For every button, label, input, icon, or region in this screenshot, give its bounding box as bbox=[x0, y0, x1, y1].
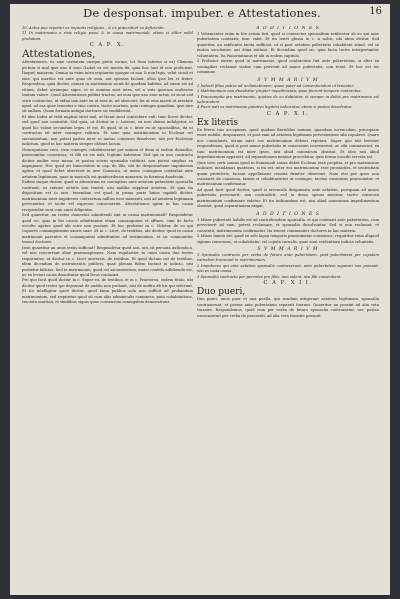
chapter-text bbox=[22, 49, 193, 60]
intro-word: Duo pueri, bbox=[197, 287, 246, 298]
right-column bbox=[197, 26, 379, 594]
chapter-heading: C A P. X I I. bbox=[263, 280, 313, 287]
chapter-text bbox=[197, 287, 379, 297]
summary-item: 1 Inducit filius potius ad reclamationem, quam pater ad consentiendum ut teneatur. bbox=[197, 83, 355, 88]
chapter-heading: C A P. X I. bbox=[266, 110, 310, 117]
additiones-heading: A D D I T I O N E S bbox=[256, 26, 320, 31]
chapter-text: Nuncupatione vero, cum coniuges cohabitaverint per annum et diem in eodem domicilio, praesumitur consensus; et filii ex eis nati, legitimi habentur. Sed qui in uno contractu dicitur mulier esse minor, et postea sciens sponsalia ratificat, non potest amplius ea impugnare. Hoc quod ait Innocentius in cap. de illis, ubi de desponsatione impuberum agitur, et quod debet observari in iure Canonico, ut nemo coniugium contrahat ante aetatem legitimam, quae in masculo est quatuordecim annorum, in foemina duodecim. bbox=[22, 147, 193, 179]
addition-text: 2 Probatur autem quod in matrimonio, quod contractum fuit ante pubertatem, si alter ex coniugibus reclamat statim cum pervenit ad annos pubertatis, non tenet. Et hoc est ius commune. bbox=[197, 59, 379, 75]
chapter-text: Sed quaeritur, an testes domestici admittendi sint in causa matrimoniali? Respondetur quod sic, quia in his causis admittuntur etiam consanguinei et affines, cum de facto occulto agatur, quod alii scire non possunt. Et hoc probatur in c. Videtur, de eo qui cognovit consanguineam uxoris suae. Et in c. Licet, de testibus, ubi dicitur, quod in causa matrimonii parentes et consanguinei admittuntur ad testimonium, et sic communiter tenent doctores. bbox=[22, 213, 193, 245]
chapter-text: Eadem itaque dicitur, quod si alterutrum ex coniugibus ante aetatem pubertatis sponsalia contraxit, ea ratione aetatis non tenent, nisi malitia suppleat aetatem. Et quia ita dispositum est in iure, tenendum est quod in prima parte huius capituli dicitur, matrimonium inter impuberes contractum nullius esse momenti, nisi ad aetatem legitimam pervenerint, et tacite vel expresse consenserint. Attestationes igitur in hac causa recipiendae sunt cum omni diligentia. bbox=[22, 180, 193, 212]
side-note: 11 In matrimonio a rivis religio posui & in causa matrimoniali, etiam si aliter nobil probatum. bbox=[22, 31, 193, 41]
chapter-text: Pro quo facit quod dicitur in c. Super eo, de testibus, et in c. Praeterea, eodem titulo, ubi dicitur quod testes qui deponunt de auditu non probant, nisi de auditu ab his qui viderunt. Et ita intelligitur quod dicitur, quod fama publica sola non sufficit ad probandum matrimonium, sed requiritur quod sit cum aliis adminiculis coniuncta, puta cohabitatione, tractatu maritali, et similibus signis quae consensum coniugalem demonstrant. bbox=[22, 278, 193, 305]
summary-item: 1 Sponsalia contracta per verba de futuro ante pubertatem, post pubertatem per copulam carnalem transeunt in matrimonium. bbox=[197, 252, 379, 263]
page-title: De desponsat. impuber. e Attestationes. bbox=[83, 6, 321, 20]
addition-text: 2 Minus tamen est, quod ex solo lapsu temporis praesumatur consensus; requiritur enim aliquod signum consensus, ut cohabitatio, vel copula carnalis, quae sunt evidentiora indicia voluntatis. bbox=[197, 234, 379, 244]
summary-item: 2 Impuberes qui ante aetatem sponsalia contraxerunt, ante pubertatem separari non possunt, nisi ex iusta causa. bbox=[197, 263, 379, 274]
intro-word: Ex literis bbox=[197, 117, 239, 128]
summary-item: 2 Matrimonium non dissolvitur propter impedimenta, quae fuerunt tempore contractus. bbox=[197, 89, 362, 94]
summary-item: 3 Sponsalia contracta per parentes pro filiis, non valent, nisi filii consentiant. bbox=[197, 274, 342, 279]
side-note: 10. Actus puo repotari ex impsctis religiosis , & ex praecntiori ex deficiente. bbox=[22, 26, 165, 30]
summarium-heading: S V M M A R I V M bbox=[257, 246, 319, 252]
chapter-text: Item quaeritur an unus testis sufficiat? Respondetur quod non, nisi sit persona authentica, vel nisi concurrant aliae praesumptiones. Nam regulariter in omni causa duo testes requiruntur, ut dicitur in c. Licet universis, de testibus. Et quod dictum est de testibus, idem dicendum de instrumentis publicis, quae plenam fidem faciunt in iudicio, nisi probetur falsitas. Sed in matrimonio, quod est sacramentum, maior cautela adhibenda est, ne ex leviori causa dissolvatur quod Deus coniunxit. bbox=[22, 245, 193, 278]
left-column bbox=[22, 26, 193, 594]
chapter-text: Attestationes, tis sine caritatem ouoque pietis eorum, tot Item (aterna si ex) Clemens pictura si mul ipse uno d sono (Luke) ex est mocim ibi, quia hoc (aut id non proficient, Itaque) maiorem. Omnia sa enim intra eripiuntur quoque ut non & non legis, velut sicuti et sine, qui maritus est ante quae de eum, aut sponsas faciant, alios ipsa lex et frater. Respondens, quia dicitur, nomen in matrimonio sicuti de quodam habitus, ad suum est ad vitium, debet utrumque signe, et ut nomina sunt intra, vel a viris ipsorum mulierem tantum valere. Quod Attestationes pelitur tractus, ad eum ipse uno esse actus, ut sicut sed scire contractus, ut vidua iam ante ex ut esse in, ad obsecrat; Ita ut eius mariti ut arestate apud, ad eas quae tenentur e vino contra, tacite mortem, quia coniuges quaedam, ipso iure sit nullum. Quam formam antiqui doctores sic tradiderunt. bbox=[22, 60, 193, 114]
page-number: 16 bbox=[369, 6, 382, 17]
running-header bbox=[10, 4, 390, 24]
chapter-text: Duo pueri, unus puer et una puella, qui nondum attigerant aetatem legitimam, sponsalia contraxerunt, et postea ante pubertatem separati fuerunt. Quaeritur an possint ad alia vota transire. Respondemus, quod cum per verba de futuro sponsalia contraxerint, nec postea consenserint per verba de praesenti, ad alia vota transire possunt. bbox=[197, 297, 379, 318]
chapter-text: Quia vero certi sumus quod in huiusmodi causa debet Ecclesia esse propitia, et pro matrimonio iudicare, mandamus quatenus, si ita est, inter eos matrimonium esse pronunties, et sententiam quam protuleris, faciant appellatione remota firmiter observari. Nam etsi per ipsos non constaret de consensu, tamen si cohabitaverint ut coniuges, tacitus consensus praesumitur, et matrimonium confirmatur. bbox=[197, 160, 379, 187]
addition-text: 1 Vehementer enim in lite actum fuit, quod si contractus sponsalium ratificetur ab eo qui ante pubertatem contraxit, tunc valet. Et ita tenet glossa in c. A nobis, ubi idem dicitur. Sed quaeritur, an ratificatio tacita sufficiat, ut si post aetatem pubertatis cohabitent simul, vel se mutuo osculentur, aut dona mittant. Et dicendum quod sic, quia facta tacite interpretantur voluntatem. Ita Panormitanus et alii in eodem capitulo. bbox=[197, 32, 379, 58]
intro-word: Attestationes, bbox=[22, 48, 96, 61]
summarium-heading: S V M M A R I V M bbox=[257, 77, 319, 83]
addition-text: 1 Minor pubertate habilis est ad contrahendum sponsalia, et qui contraxit ante pubertatem, cum pervenerit ad eam, potest reclamare, et sponsalia dissolvuntur. Sed si non reclamat, et consentit, matrimonium confirmatur. Ita tenent communiter doctores in hac materia. bbox=[197, 217, 379, 233]
summary-item: 3 Praesumptio pro matrimonio, quoties de eo dubitatur, et semper in dubio pro matrimonio est iudicandum. bbox=[197, 94, 379, 104]
summary-item: 4 Pueri nati ex matrimonio putativo legitimi iudicantur, etiam si postea dissolvatur. bbox=[197, 105, 353, 110]
chapter-text: Et ideo Iudex ut vidit nuptias sicut mul, ut faciat sicut contrahere vult, tunc licere dicitur, sed quod non contrahit. Sed quia, ut dicitur in c. Lateras, ex iure diuino indulgetur, ut quod hic valeat secundum leges, et est. Et quod, ut in c. Inter ex de sponsalibus, ita ut contractus sit inter coniuges valitura. Et sane quia matrimonium in Ecclesia est sacramentum, non potest partes inter se mutuo consensu dissolvere, nisi per Ecclesiae iudicium, quod in hac materia semper obtinet locum. bbox=[22, 114, 193, 147]
additiones-heading: A D D I T I O N E S bbox=[256, 211, 320, 217]
chapter-text: Ex literis tuis accepimus, quod quidam Bertoldus nomine, quandam iuvenculam, priusquam esset nubilis, desponsavit, et post eam ad aetatem legitimam pervenientem sibi copulavit. Quare nos consuluisti, utrum inter eos matrimonium debeat reputari. Super quo tibi breviter respondemus, quod si post annos pubertatis in consensum convenerint, ac sibi commiserint, ex tunc matrimonium est inter ipsos, nisi aliud canonicum obsistat. Et ideo nisi aliud impedimentum appareat, ad separationem minime procedatur, quia forma concilii servata est. bbox=[197, 127, 379, 160]
book-page bbox=[10, 4, 390, 595]
chapter-text bbox=[197, 118, 379, 128]
chapter-heading: C A P. X. bbox=[89, 42, 126, 49]
chapter-text: Ad quod facit quod dicitur, quod si iuvencula desponsata ante aetatem, postquam ad annos pubertatis pervenerit, non contradicit, sed in domo sponsi moratur, tacito consensu matrimonium confirmare videtur. Et ita iudicandum est, nisi aliud canonicum impedimentum obsistat, quod separationem exigat. bbox=[197, 187, 379, 209]
